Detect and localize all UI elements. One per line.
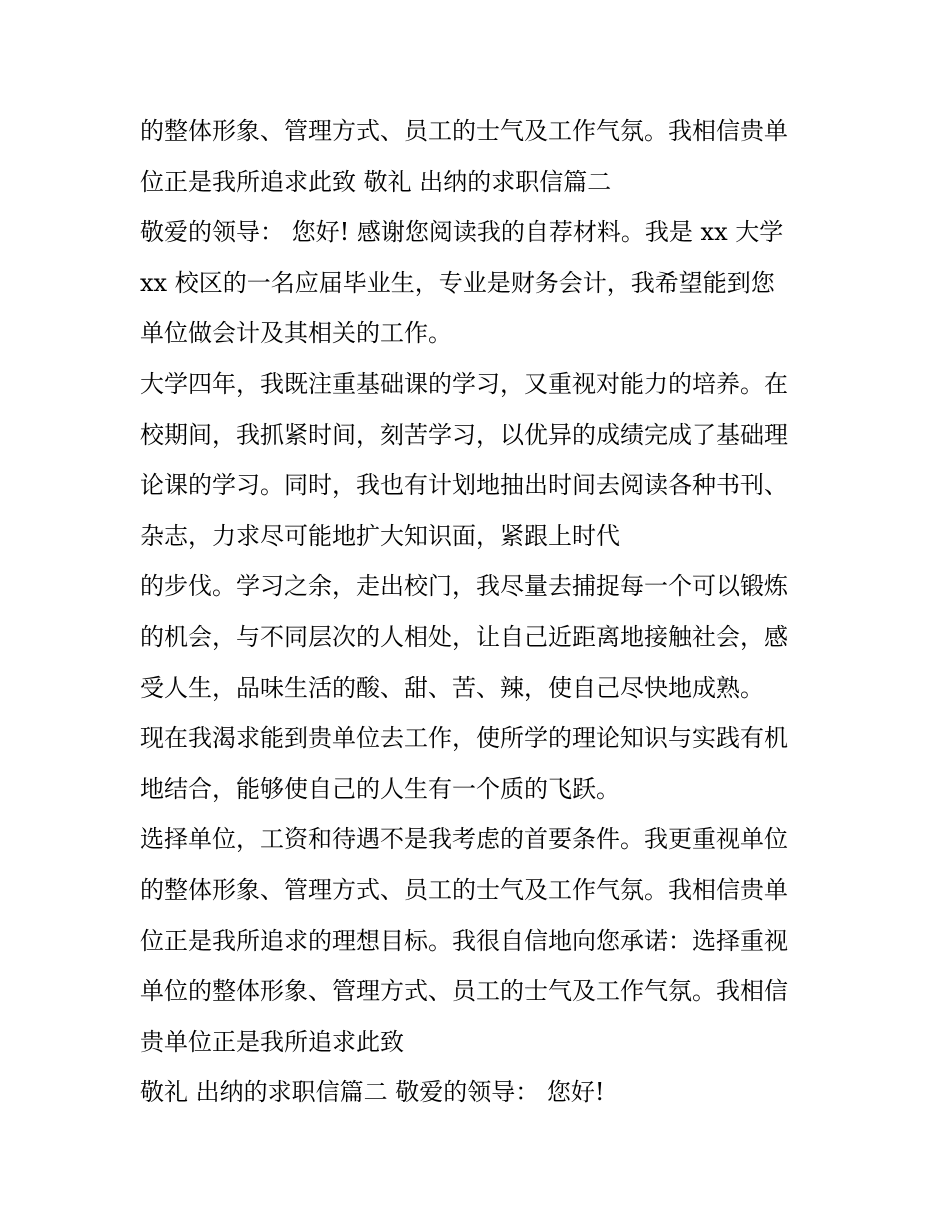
text-line-17: 位正是我所追求的理想目标。我很自信地向您承诺：选择重视 [140,926,788,955]
text-line-14: 地结合，能够使自己的人生有一个质的飞跃。 [140,774,620,803]
text-line-8: 论课的学习。同时，我也有计划地抽出时间去阅读各种书刊、 [140,471,788,500]
text-line-2: 位正是我所追求此致 敬礼 出纳的求职信篇二 [140,167,612,196]
text-line-16: 的整体形象、管理方式、员工的士气及工作气氛。我相信贵单 [140,875,788,904]
text-line-7: 校期间，我抓紧时间，刻苦学习，以优异的成绩完成了基础理 [140,420,788,449]
text-line-11: 的机会，与不同层次的人相处，让自己近距离地接触社会，感 [140,622,788,651]
text-line-15: 选择单位，工资和待遇不是我考虑的首要条件。我更重视单位 [140,825,788,854]
text-line-10: 的步伐。学习之余，走出校门，我尽量去捕捉每一个可以锻炼 [140,572,788,601]
text-line-5: 单位做会计及其相关的工作。 [140,319,452,348]
text-line-19: 贵单位正是我所追求此致 [140,1027,404,1056]
document-body [140,109,830,1121]
text-line-13: 现在我渴求能到贵单位去工作，使所学的理论知识与实践有机 [140,724,788,753]
text-line-4: xx 校区的一名应届毕业生，专业是财务会计，我希望能到您 [140,268,775,297]
text-line-9: 杂志，力求尽可能地扩大知识面，紧跟上时代 [140,521,620,550]
text-line-18: 单位的整体形象、管理方式、员工的士气及工作气氛。我相信 [140,977,788,1006]
text-line-6: 大学四年，我既注重基础课的学习，又重视对能力的培养。在 [140,369,788,398]
text-line-12: 受人生，品味生活的酸、甜、苦、辣，使自己尽快地成熟。 [140,673,764,702]
text-line-3: 敬爱的领导： 您好! 感谢您阅读我的自荐材料。我是 xx 大学 [140,218,784,247]
text-line-1: 的整体形象、管理方式、员工的士气及工作气氛。我相信贵单 [140,117,788,145]
text-line-20: 敬礼 出纳的求职信篇二 敬爱的领导： 您好! [140,1078,605,1107]
